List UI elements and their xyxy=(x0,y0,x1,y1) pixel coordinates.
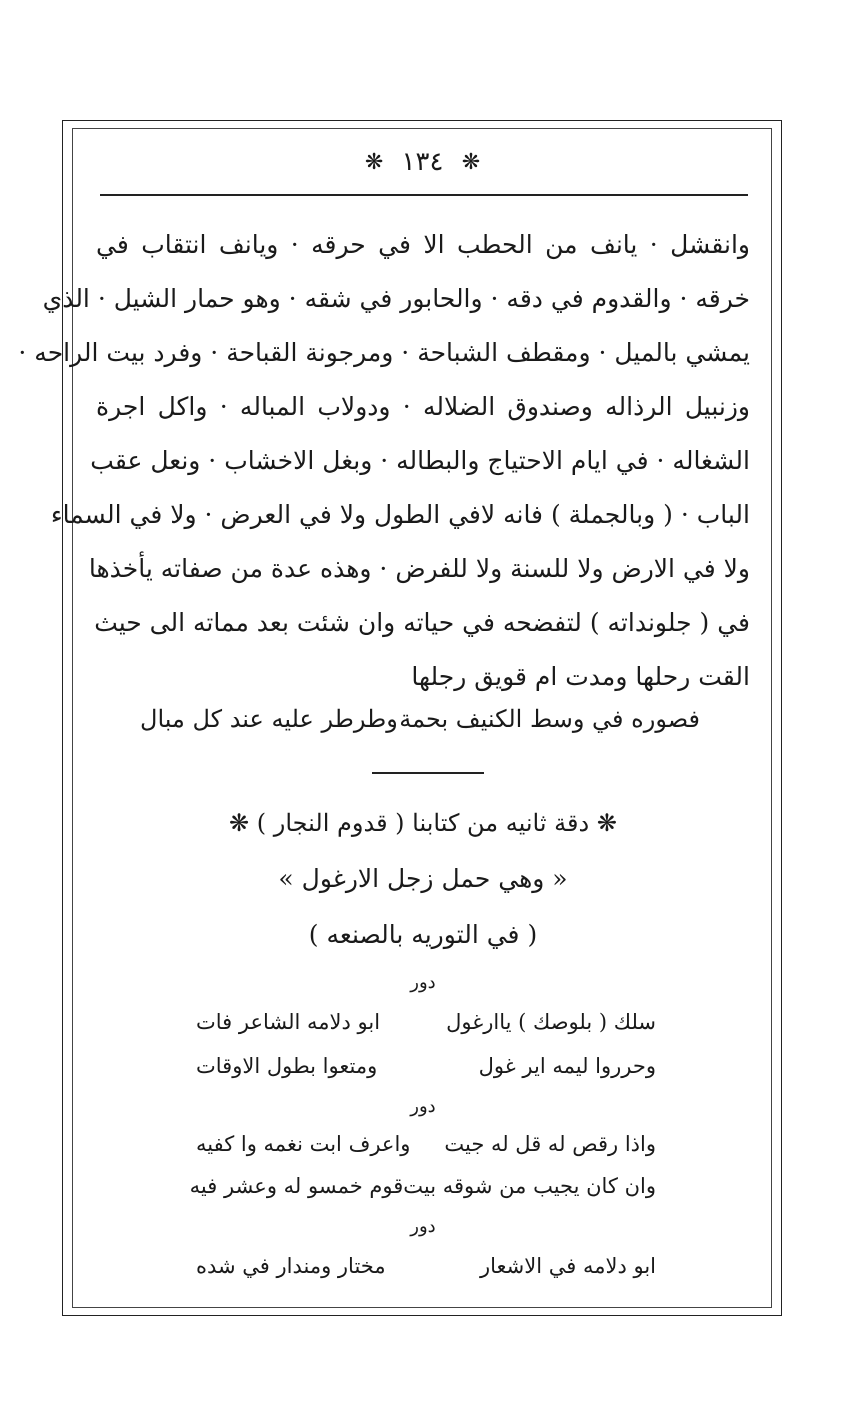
poem-line xyxy=(196,1002,656,1042)
poem-right-hemistich: وحرروا ليمه اير غول xyxy=(478,1054,656,1078)
prose-line: وانقشل · يانف من الحطب الا في حرقه · ويانف انتقاب في xyxy=(96,230,750,259)
stanza-label: دور xyxy=(410,1216,436,1237)
poem-left-hemistich: قوم خمسو له وعشر فيه xyxy=(189,1174,404,1198)
ornament-icon: ❋ xyxy=(596,809,617,837)
poem-right-hemistich: سلك ( بلوصك ) ياارغول xyxy=(446,1010,656,1034)
prose-line: وزنبيل الرذاله وصندوق الضلاله · ودولاب المباله · واكل اجرة xyxy=(96,392,750,421)
page-header xyxy=(95,140,750,184)
prose-block xyxy=(18,218,750,704)
prose-line: يمشي بالميل · ومقطف الشباحة · ومرجونة القباحة · وفرد بيت الراحه · xyxy=(18,338,750,367)
poem-right-hemistich: ابو دلامه في الاشعار xyxy=(479,1254,656,1278)
prose-line: ولا في الارض ولا للسنة ولا للفرض · وهذه عدة من صفاته يأخذها xyxy=(88,554,750,583)
stanza-label: دور xyxy=(410,972,436,993)
poem-right-hemistich: واذا رقص له قل له جيت xyxy=(444,1132,656,1156)
prose-line: خرقه · والقدوم في دقه · والحابور في شقه · وهو حمار الشيل · الذي xyxy=(42,284,750,313)
poem-line xyxy=(189,1166,656,1206)
poem-left-hemistich: ومتعوا بطول الاوقات xyxy=(196,1054,378,1078)
section-subtitle-2: ( في التوريه بالصنعه ) xyxy=(308,920,538,949)
section-title-text: دقة ثانيه من كتابنا ( قدوم النجار ) xyxy=(256,809,590,837)
section-subtitle: « وهي حمل زجل الارغول » xyxy=(278,864,568,893)
ornament-icon: ❋ xyxy=(364,150,384,175)
verse-couplet xyxy=(140,694,700,744)
verse-first-hemistich: فصوره في وسط الكنيف بحمة xyxy=(399,705,700,733)
ornament-icon: ❋ xyxy=(461,150,481,175)
poem-left-hemistich: مختار ومندار في شده xyxy=(196,1254,386,1278)
header-rule xyxy=(100,194,748,196)
section-divider xyxy=(372,772,484,774)
poem-line xyxy=(196,1246,656,1286)
verse-second-hemistich: وطرطر عليه عند كل مبال xyxy=(140,705,398,733)
prose-line: الباب · ( وبالجملة ) فانه لافي الطول ولا في العرض · ولا في السماء xyxy=(50,500,750,529)
ornament-icon: ❋ xyxy=(229,809,250,837)
prose-line: في ( جلونداته ) لتفضحه في حياته وان شئت بعد مماته الى حيث xyxy=(94,608,750,637)
page-number: ١٣٤ xyxy=(401,147,444,177)
prose-line: الشغاله · في ايام الاحتياج والبطاله · وبغل الاخشاب · ونعل عقب xyxy=(90,446,750,475)
poem-line xyxy=(196,1124,656,1164)
section-title xyxy=(96,800,750,846)
poem-right-hemistich: وان كان يجيب من شوقه بيت xyxy=(403,1174,656,1198)
poem-line xyxy=(196,1046,656,1086)
poem-left-hemistich: ابو دلامه الشاعر فات xyxy=(196,1010,381,1034)
prose-line: القت رحلها ومدت ام قويق رجلها xyxy=(411,662,750,691)
poem-left-hemistich: واعرف ابت نغمه وا كفيه xyxy=(196,1132,411,1156)
stanza-label: دور xyxy=(410,1096,436,1117)
